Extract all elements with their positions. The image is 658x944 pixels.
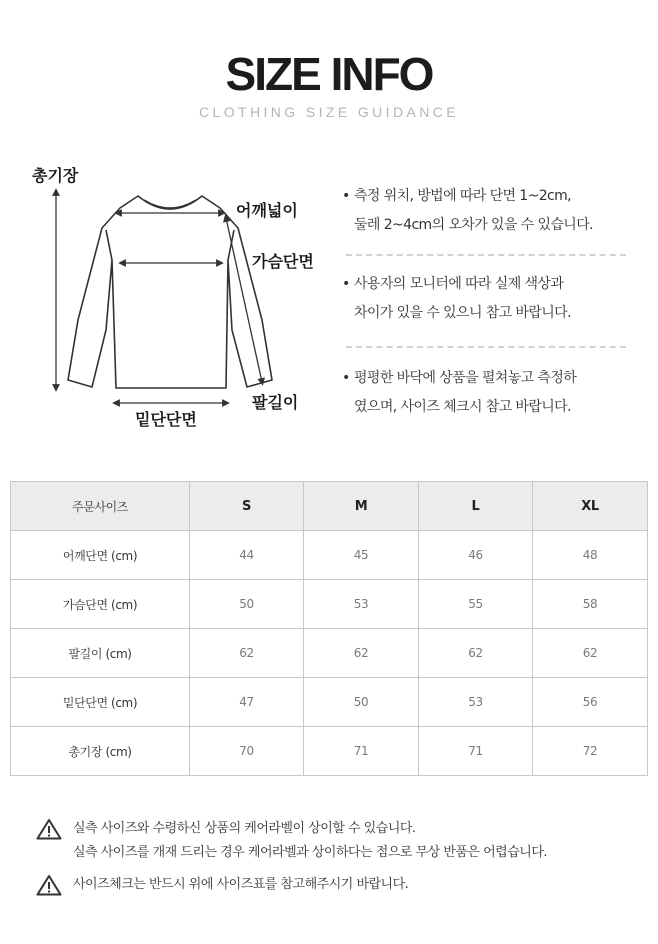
warning-line: 실측 사이즈를 개재 드리는 경우 케어라벨과 상이하다는 점으로 무상 반품은 어렵습니다.	[73, 845, 548, 860]
table-cell: 56	[533, 678, 648, 727]
table-cell: 46	[419, 531, 533, 580]
table-cell: 70	[190, 727, 304, 776]
table-header-row	[11, 482, 648, 531]
note-line: 평평한 바닥에 상품을 펼쳐놓고 측정하	[354, 370, 577, 386]
table-cell: 55	[419, 580, 533, 629]
warning-notice	[36, 817, 636, 865]
measurement-diagram	[0, 150, 330, 440]
note-line: 차이가 있을 수 있으니 참고 바랍니다.	[354, 305, 571, 321]
table-cell: 45	[304, 531, 419, 580]
header-order-size: 주문사이즈	[11, 482, 190, 531]
note-line: 였으며, 사이즈 체크시 참고 바랍니다.	[354, 399, 571, 415]
table-cell: 62	[190, 629, 304, 678]
sleeve-label: 팔길이	[252, 393, 299, 412]
shoulder-label: 어깨넓이	[236, 201, 298, 220]
total-length-label: 총기장	[32, 166, 79, 185]
table-cell: 62	[304, 629, 419, 678]
note-line: 둘레 2~4cm의 오차가 있을 수 있습니다.	[354, 217, 593, 233]
table-cell: 53	[419, 678, 533, 727]
table-cell: 48	[533, 531, 648, 580]
row-label: 총기장 (cm)	[11, 727, 190, 776]
warning-icon	[36, 818, 62, 840]
note-item	[342, 364, 642, 422]
table-cell: 62	[533, 629, 648, 678]
size-table	[10, 481, 648, 776]
header-size-m: M	[304, 482, 419, 531]
header-size-l: L	[419, 482, 533, 531]
page-title: SIZE INFO	[225, 48, 433, 100]
hem-label: 밑단단면	[135, 410, 197, 429]
row-label: 가슴단면 (cm)	[11, 580, 190, 629]
chest-label: 가슴단면	[252, 252, 314, 271]
table-cell: 44	[190, 531, 304, 580]
table-row	[11, 629, 648, 678]
table-cell: 50	[304, 678, 419, 727]
note-item	[342, 182, 642, 240]
page-subtitle: CLOTHING SIZE GUIDANCE	[199, 104, 459, 120]
bullet: •	[342, 276, 350, 292]
table-cell: 53	[304, 580, 419, 629]
table-cell: 71	[419, 727, 533, 776]
table-cell: 47	[190, 678, 304, 727]
warning-line: 실측 사이즈와 수령하신 상품의 케어라벨이 상이할 수 있습니다.	[73, 821, 416, 836]
table-cell: 72	[533, 727, 648, 776]
bullet: •	[342, 188, 350, 204]
warning-notice	[36, 873, 636, 897]
shirt-outline	[68, 196, 272, 388]
table-row	[11, 580, 648, 629]
header-size-xl: XL	[533, 482, 648, 531]
row-label: 팔길이 (cm)	[11, 629, 190, 678]
row-label: 어깨단면 (cm)	[11, 531, 190, 580]
warning-line: 사이즈체크는 반드시 위에 사이즈표를 참고해주시기 바랍니다.	[73, 877, 409, 892]
table-cell: 62	[419, 629, 533, 678]
note-line: 사용자의 모니터에 따라 실제 색상과	[354, 276, 564, 292]
note-line: 측정 위치, 방법에 따라 단면 1~2cm,	[354, 188, 571, 204]
table-cell: 50	[190, 580, 304, 629]
table-cell: 58	[533, 580, 648, 629]
warning-icon	[36, 874, 62, 896]
bullet: •	[342, 370, 350, 386]
table-cell: 71	[304, 727, 419, 776]
table-row	[11, 531, 648, 580]
table-row	[11, 678, 648, 727]
note-item	[342, 270, 642, 328]
dashed-divider	[346, 254, 626, 256]
table-row	[11, 727, 648, 776]
header-size-s: S	[190, 482, 304, 531]
row-label: 밑단단면 (cm)	[11, 678, 190, 727]
dashed-divider	[346, 346, 626, 348]
